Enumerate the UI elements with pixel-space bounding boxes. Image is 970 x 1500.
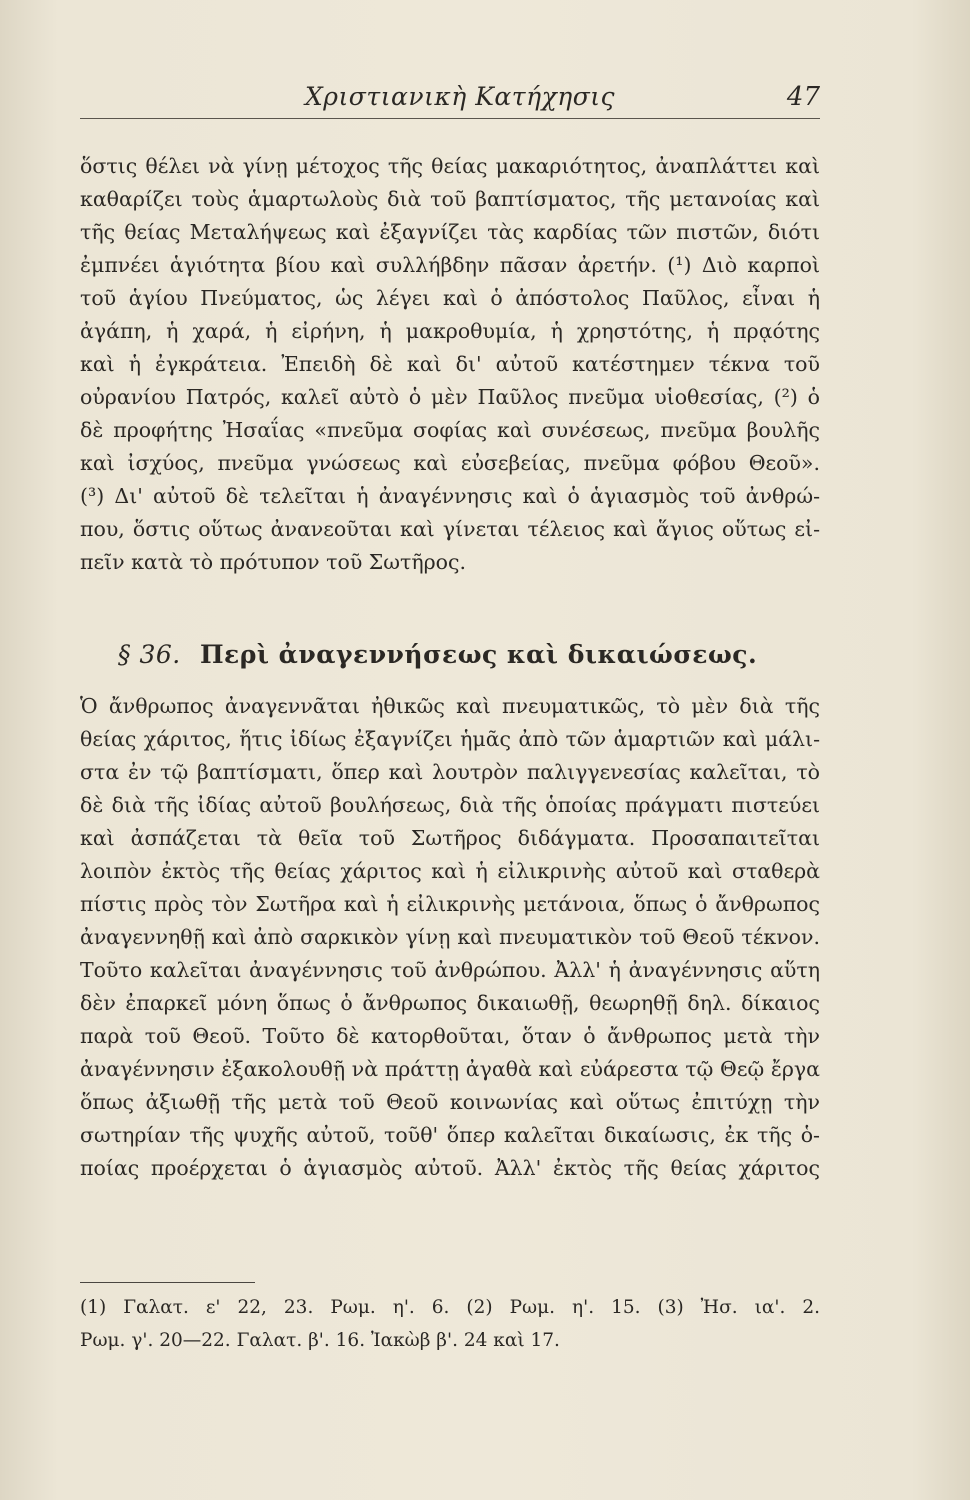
paragraph-2 — [80, 690, 820, 1185]
text-line: σωτηρίαν τῆς ψυχῆς αὐτοῦ, τοῦθ' ὅπερ καλεῖται δικαίωσις, ἐκ τῆς ὁ- — [80, 1123, 820, 1147]
text-line: ἀγάπη, ἡ χαρά, ἡ εἰρήνη, ἡ μακροθυμία, ἡ χρηστότης, ἡ πρᾳότης — [80, 319, 820, 343]
footnote-line: (1) Γαλατ. ε' 22, 23. Ρωμ. η'. 6. (2) Ρωμ. η'. 15. (3) Ἠσ. ια'. 2. — [80, 1297, 820, 1318]
text-line: ὅπως ἀξιωθῇ τῆς μετὰ τοῦ Θεοῦ κοινωνίας καὶ οὕτως ἐπιτύχῃ τὴν — [80, 1090, 820, 1114]
text-line: πεῖν κατὰ τὸ πρότυπον τοῦ Σωτῆρος. — [80, 550, 467, 574]
text-line: Ὁ ἄνθρωπος ἀναγεννᾶται ἠθικῶς καὶ πνευματικῶς, τὸ μὲν διὰ τῆς — [80, 694, 820, 718]
text-line: δὲν ἐπαρκεῖ μόνη ὅπως ὁ ἄνθρωπος δικαιωθῇ, θεωρηθῇ δηλ. δίκαιος — [80, 991, 820, 1015]
text-line: ἐμπνέει ἁγιότητα βίου καὶ συλλήβδην πᾶσαν ἀρετήν. (¹) Διὸ καρποὶ — [80, 253, 820, 277]
page-header — [80, 82, 820, 122]
text-line: παρὰ τοῦ Θεοῦ. Τοῦτο δὲ κατορθοῦται, ὅταν ὁ ἄνθρωπος μετὰ τὴν — [80, 1024, 820, 1048]
text-line: ὅστις θέλει νὰ γίνῃ μέτοχος τῆς θείας μακαριότητος, ἀναπλάττει καὶ — [80, 154, 820, 178]
text-line: ποίας προέρχεται ὁ ἁγιασμὸς αὐτοῦ. Ἀλλ' ἐκτὸς τῆς θείας χάριτος — [80, 1156, 820, 1180]
text-line: δὲ προφήτης Ἠσαΐας «πνεῦμα σοφίας καὶ συνέσεως, πνεῦμα βουλῆς — [80, 418, 820, 442]
running-title: Χριστιανικὴ Κατήχησις — [305, 82, 616, 111]
text-line: καὶ ἀσπάζεται τὰ θεῖα τοῦ Σωτῆρος διδάγματα. Προσαπαιτεῖται — [80, 826, 820, 850]
text-line: καὶ ἰσχύος, πνεῦμα γνώσεως καὶ εὐσεβείας, πνεῦμα φόβου Θεοῦ». — [80, 451, 820, 475]
page-number: 47 — [786, 82, 820, 112]
text-line: ἀναγεννηθῇ καὶ ἀπὸ σαρκικὸν γίνῃ καὶ πνευματικὸν τοῦ Θεοῦ τέκνον. — [80, 925, 820, 949]
text-line: λοιπὸν ἐκτὸς τῆς θείας χάριτος καὶ ἡ εἰλικρινὴς αὐτοῦ καὶ σταθερὰ — [80, 859, 820, 883]
text-line: (³) Δι' αὐτοῦ δὲ τελεῖται ἡ ἀναγέννησις καὶ ὁ ἁγιασμὸς τοῦ ἀνθρώ- — [80, 484, 820, 508]
section-title: Περὶ ἀναγεννήσεως καὶ δικαιώσεως. — [199, 640, 758, 669]
text-line: τῆς θείας Μεταλήψεως καὶ ἐξαγνίζει τὰς καρδίας τῶν πιστῶν, διότι — [80, 220, 820, 244]
text-line: που, ὅστις οὕτως ἀνανεοῦται καὶ γίνεται τέλειος καὶ ἅγιος οὕτως εἰ- — [80, 517, 820, 541]
text-line: οὐρανίου Πατρός, καλεῖ αὐτὸ ὁ μὲν Παῦλος πνεῦμα υἱοθεσίας, (²) ὁ — [80, 385, 820, 409]
footnote-rule — [80, 1282, 255, 1283]
text-line: καθαρίζει τοὺς ἁμαρτωλοὺς διὰ τοῦ βαπτίσματος, τῆς μετανοίας καὶ — [80, 187, 820, 211]
footnote-line: Ρωμ. γ'. 20—22. Γαλατ. β'. 16. Ἰακὼβ β'. 24 καὶ 17. — [80, 1330, 560, 1351]
text-line: πίστις πρὸς τὸν Σωτῆρα καὶ ἡ εἰλικρινὴς μετάνοια, ὅπως ὁ ἄνθρωπος — [80, 892, 820, 916]
section-heading — [118, 640, 818, 669]
text-line: δὲ διὰ τῆς ἰδίας αὐτοῦ βουλήσεως, διὰ τῆς ὁποίας πράγματι πιστεύει — [80, 793, 820, 817]
text-line: Τοῦτο καλεῖται ἀναγέννησις τοῦ ἀνθρώπου. Ἀλλ' ἡ ἀναγέννησις αὕτη — [80, 958, 820, 982]
paragraph-1 — [80, 150, 820, 579]
text-line: ἀναγέννησιν ἐξακολουθῇ νὰ πράττῃ ἀγαθὰ καὶ εὐάρεστα τῷ Θεῷ ἔργα — [80, 1057, 820, 1081]
section-number: § 36. — [118, 640, 181, 669]
text-line: στα ἐν τῷ βαπτίσματι, ὅπερ καὶ λουτρὸν παλιγγενεσίας καλεῖται, τὸ — [80, 760, 820, 784]
text-line: τοῦ ἁγίου Πνεύματος, ὡς λέγει καὶ ὁ ἀπόστολος Παῦλος, εἶναι ἡ — [80, 286, 820, 310]
text-line: θείας χάριτος, ἥτις ἰδίως ἐξαγνίζει ἡμᾶς ἀπὸ τῶν ἁμαρτιῶν καὶ μάλι- — [80, 727, 820, 751]
header-rule — [80, 118, 820, 119]
footnotes — [80, 1292, 820, 1358]
text-line: καὶ ἡ ἐγκράτεια. Ἐπειδὴ δὲ καὶ δι' αὐτοῦ κατέστημεν τέκνα τοῦ — [80, 352, 820, 376]
